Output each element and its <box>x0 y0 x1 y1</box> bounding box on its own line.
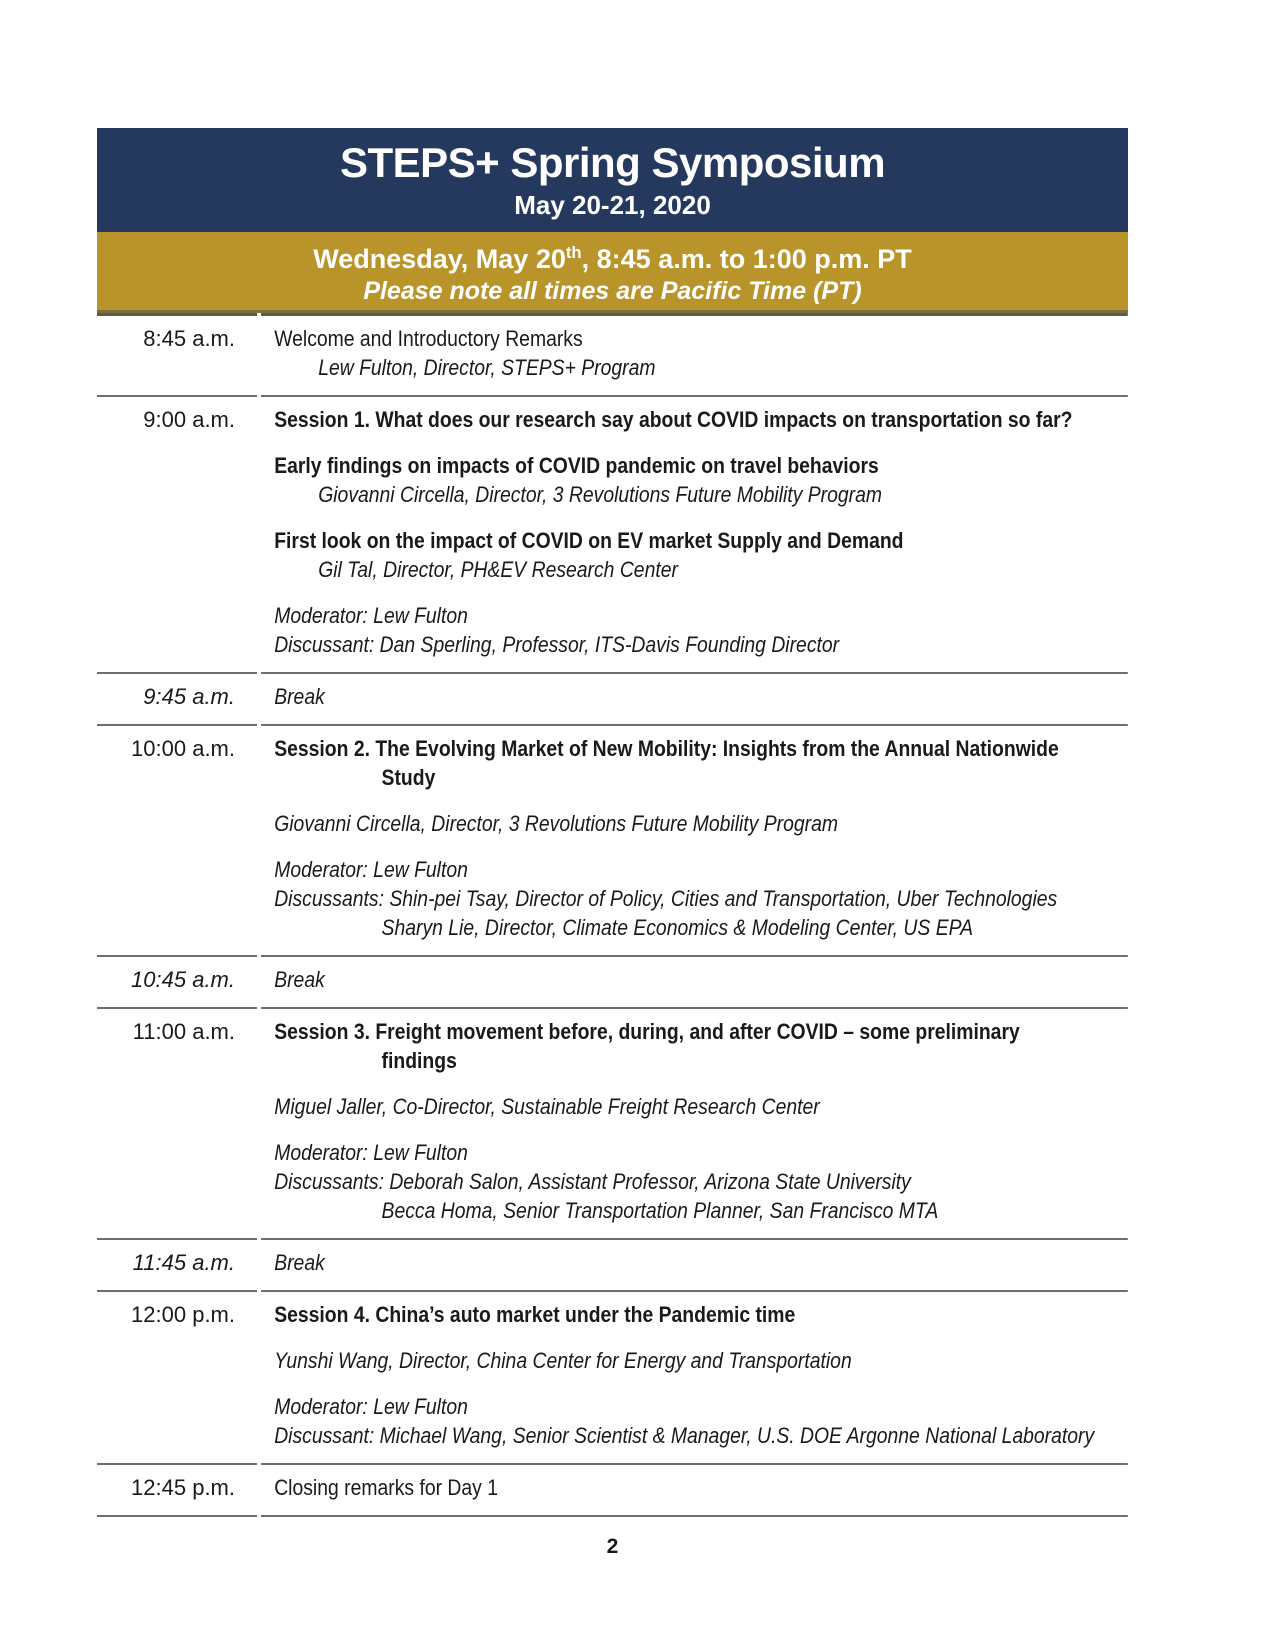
time-cell: 8:45 a.m. <box>97 313 257 397</box>
session-cell <box>261 397 1128 674</box>
session-line: Break <box>274 684 325 709</box>
session-line: Welcome and Introductory Remarks <box>274 326 583 351</box>
day-banner <box>97 232 1128 313</box>
session-line: Study <box>381 765 436 790</box>
session-line: Session 4. China’s auto market under the Pandemic time <box>274 1302 796 1327</box>
time-cell: 12:00 p.m. <box>97 1292 257 1465</box>
schedule-row <box>97 674 1128 726</box>
session-line: Gil Tal, Director, PH&EV Research Center <box>318 557 678 582</box>
session-line: findings <box>381 1048 457 1073</box>
session-line: First look on the impact of COVID on EV market Supply and Demand <box>274 528 904 553</box>
session-line: Session 1. What does our research say about COVID impacts on transportation so far? <box>274 407 1073 432</box>
session-line: Discussants: Shin-pei Tsay, Director of Policy, Cities and Transportation, Uber Technologies <box>274 886 1058 911</box>
schedule-table <box>97 313 1128 1517</box>
session-line: Moderator: Lew Fulton <box>274 1394 468 1419</box>
schedule-row <box>97 1009 1128 1240</box>
session-cell <box>261 957 1128 1009</box>
session-line: Moderator: Lew Fulton <box>274 857 468 882</box>
symposium-dates: May 20-21, 2020 <box>514 190 711 220</box>
session-line: Moderator: Lew Fulton <box>274 603 468 628</box>
time-cell: 9:45 a.m. <box>97 674 257 726</box>
session-cell <box>261 674 1128 726</box>
session-cell <box>261 313 1128 397</box>
session-cell <box>261 1465 1128 1517</box>
time-cell: 12:45 p.m. <box>97 1465 257 1517</box>
schedule-row <box>97 397 1128 674</box>
schedule-row <box>97 726 1128 957</box>
session-line: Discussants: Deborah Salon, Assistant Professor, Arizona State University <box>274 1169 911 1194</box>
time-cell: 10:45 a.m. <box>97 957 257 1009</box>
session-line: Session 2. The Evolving Market of New Mobility: Insights from the Annual Nationwide <box>274 736 1059 761</box>
day-banner-ordinal: th <box>565 242 582 262</box>
time-cell: 9:00 a.m. <box>97 397 257 674</box>
session-line: Session 3. Freight movement before, during, and after COVID – some preliminary <box>274 1019 1020 1044</box>
schedule-row <box>97 1292 1128 1465</box>
session-line: Discussant: Dan Sperling, Professor, ITS-Davis Founding Director <box>274 632 840 657</box>
session-line: Becca Homa, Senior Transportation Planner, San Francisco MTA <box>381 1198 939 1223</box>
schedule-row <box>97 1240 1128 1292</box>
symposium-title: STEPS+ Spring Symposium <box>339 139 886 186</box>
session-line: Break <box>274 1250 325 1275</box>
session-cell <box>261 726 1128 957</box>
day-banner-line1 <box>313 236 912 276</box>
title-banner <box>97 128 1128 232</box>
session-line: Break <box>274 967 325 992</box>
schedule-row <box>97 957 1128 1009</box>
session-line: Lew Fulton, Director, STEPS+ Program <box>318 355 656 380</box>
session-cell <box>261 1009 1128 1240</box>
document-content <box>97 128 1128 1559</box>
day-banner-note: Please note all times are Pacific Time (PT) <box>363 276 862 305</box>
session-cell <box>261 1240 1128 1292</box>
session-line: Sharyn Lie, Director, Climate Economics & Modeling Center, US EPA <box>381 915 974 940</box>
schedule-row <box>97 313 1128 397</box>
day-banner-line1-post: , 8:45 a.m. to 1:00 p.m. PT <box>581 243 912 274</box>
session-line: Yunshi Wang, Director, China Center for Energy and Transportation <box>274 1348 852 1373</box>
session-line: Moderator: Lew Fulton <box>274 1140 468 1165</box>
time-cell: 10:00 a.m. <box>97 726 257 957</box>
session-line: Miguel Jaller, Co-Director, Sustainable Freight Research Center <box>274 1094 820 1119</box>
session-line: Discussant: Michael Wang, Senior Scientist & Manager, U.S. DOE Argonne National Laboratory <box>274 1423 1095 1448</box>
session-line: Giovanni Circella, Director, 3 Revolutions Future Mobility Program <box>318 482 883 507</box>
session-line: Giovanni Circella, Director, 3 Revolutions Future Mobility Program <box>274 811 839 836</box>
day-banner-line1-pre: Wednesday, May 20 <box>313 243 566 274</box>
schedule-row <box>97 1465 1128 1517</box>
session-cell <box>261 1292 1128 1465</box>
time-cell: 11:45 a.m. <box>97 1240 257 1292</box>
time-cell: 11:00 a.m. <box>97 1009 257 1240</box>
session-line: Early findings on impacts of COVID pandemic on travel behaviors <box>274 453 879 478</box>
page-number: 2 <box>606 1535 619 1558</box>
session-line: Closing remarks for Day 1 <box>274 1475 498 1500</box>
